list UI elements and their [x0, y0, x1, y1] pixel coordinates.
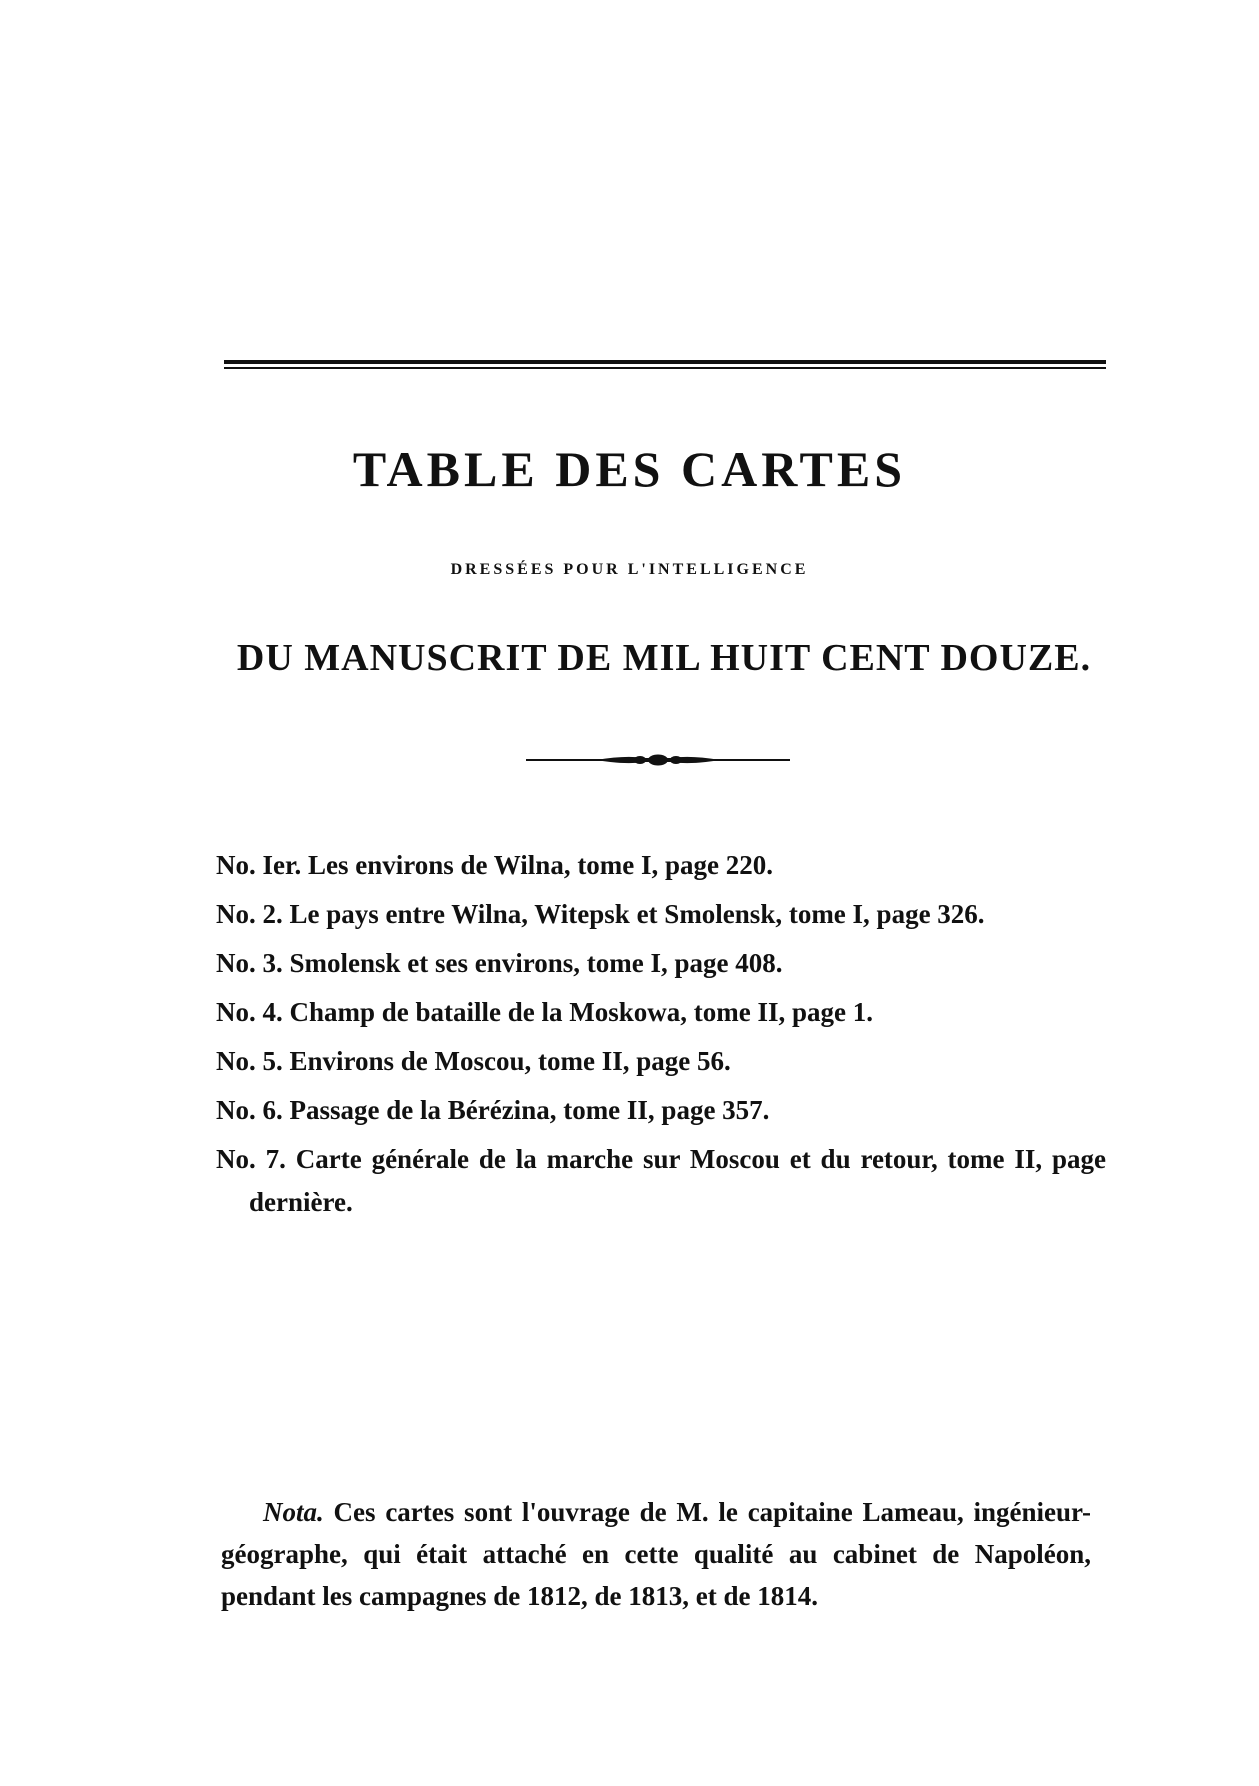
entry-text: Le pays entre Wilna, Witepsk et Smolensk, tome I, page 326. [289, 899, 985, 929]
entry-number: No. 4. [216, 997, 283, 1027]
list-item [216, 942, 1106, 985]
entry-text: Environs de Moscou, tome II, page 56. [289, 1046, 731, 1076]
entry-text: Carte générale de la marche sur Moscou et du retour, tome II, page dernière. [249, 1144, 1107, 1217]
ornament-divider-icon [526, 752, 790, 768]
map-list [216, 844, 1106, 1230]
list-item [216, 1138, 1106, 1224]
top-rule-thick-line [224, 360, 1106, 364]
top-double-rule [224, 360, 1106, 370]
top-rule-thin-line [224, 367, 1106, 369]
entry-number: No. 2. [216, 899, 283, 929]
entry-text: Passage de la Bérézina, tome II, page 357. [289, 1095, 770, 1125]
list-item [216, 1040, 1106, 1083]
entry-number: No. 7. [216, 1144, 286, 1174]
entry-text: Smolensk et ses environs, tome I, page 408. [289, 948, 783, 978]
page-title: TABLE DES CARTES [352, 441, 907, 497]
entry-number: No. 5. [216, 1046, 283, 1076]
subtitle-small: DRESSÉES POUR L'INTELLIGENCE [450, 561, 809, 578]
entry-number: No. Ier. [216, 850, 302, 880]
list-item [216, 1089, 1106, 1132]
list-item [216, 844, 1106, 887]
nota-paragraph [221, 1491, 1091, 1617]
entry-text: Les environs de Wilna, tome I, page 220. [308, 850, 774, 880]
list-item [216, 893, 1106, 936]
nota-text: Ces cartes sont l'ouvrage de M. le capitaine Lameau, ingénieur-géographe, qui était attaché en cette qualité au cabinet de Napoléon, pendant les campagnes de 1812, de 1813, et de 1814. [221, 1497, 1092, 1611]
list-item [216, 991, 1106, 1034]
entry-text: Champ de bataille de la Moskowa, tome II, page 1. [289, 997, 874, 1027]
nota-label: Nota. [263, 1497, 324, 1527]
entry-number: No. 6. [216, 1095, 283, 1125]
entry-number: No. 3. [216, 948, 283, 978]
subtitle-large: DU MANUSCRIT DE MIL HUIT CENT DOUZE. [236, 637, 1092, 679]
